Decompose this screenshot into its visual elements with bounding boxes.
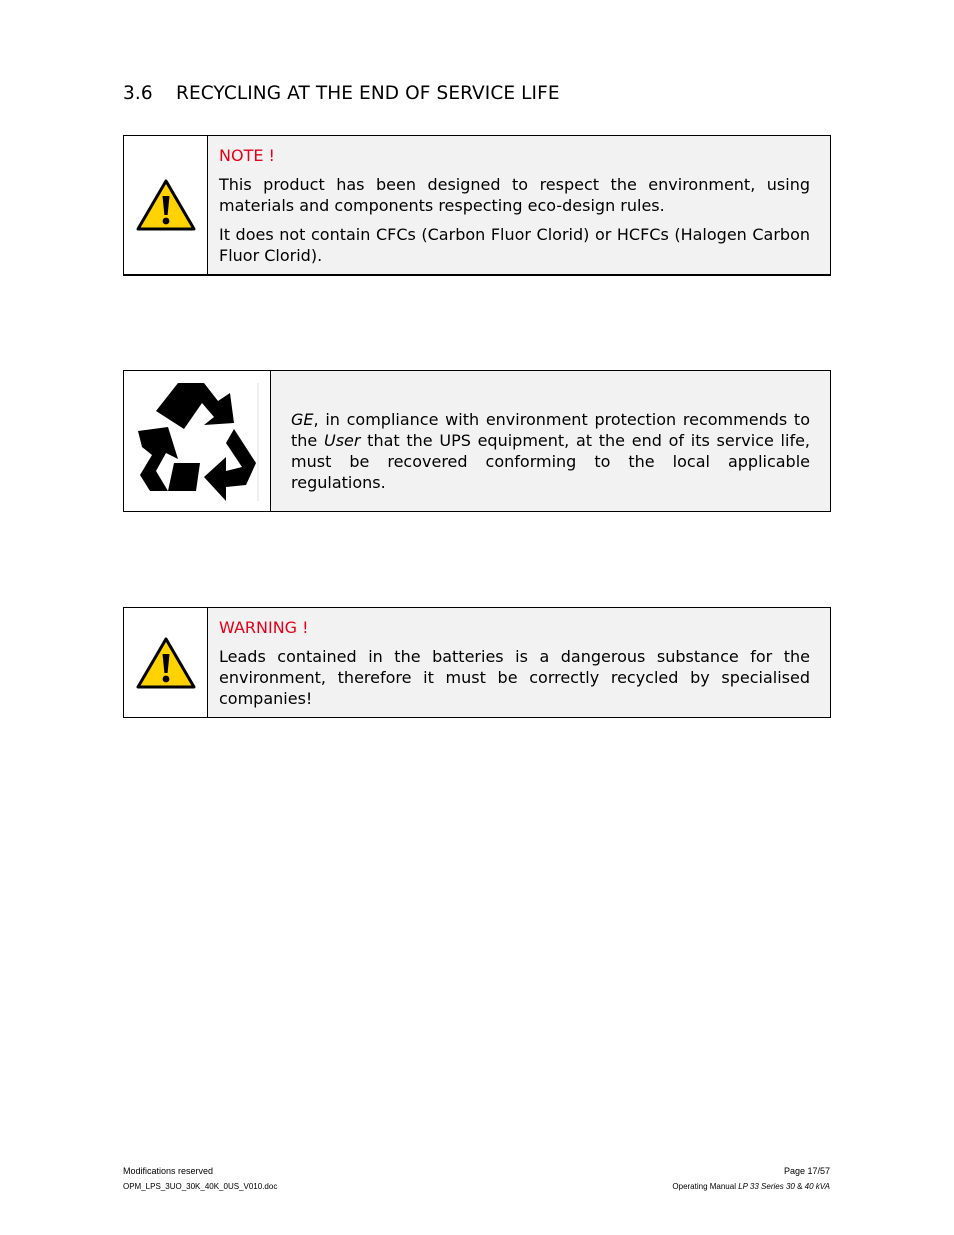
note-paragraph-1: This product has been designed to respect the environment, using materials and components respecting eco-design rules. [219,175,810,215]
note-label: NOTE ! [219,146,275,165]
warning-text: Leads contained in the batteries is a dangerous substance for the environment, therefore it must be correctly recycled by specialised companies! [219,647,810,708]
warning-triangle-icon [136,179,196,231]
recycle-icon-cell [124,371,271,511]
recycle-text-b: that the UPS equipment, at the end of its service life, must be recovered conforming to the local applicable regulations. [291,431,811,492]
note-box [123,135,831,276]
footer-manual-prefix: Operating Manual [672,1182,739,1191]
recycle-text-cell [271,371,830,511]
section-number: 3.6 [123,83,153,104]
footer-filename: OPM_LPS_3UO_30K_40K_0US_V010.doc [123,1182,278,1191]
note-paragraph-2: It does not contain CFCs (Carbon Fluor Clorid) or HCFCs (Halogen Carbon Fluor Clorid). [219,225,810,265]
footer-manual-series: LP 33 Series 30 [738,1182,795,1191]
section-title: RECYCLING AT THE END OF SERVICE LIFE [176,83,560,104]
note-icon-cell [124,136,208,274]
warning-text-cell [208,608,830,717]
section-heading [123,83,560,104]
footer-manual-title [672,1182,830,1191]
footer-page-number: Page 17/57 [783,1166,830,1176]
recycle-statement [291,409,810,493]
recycle-box [123,370,831,512]
user-term: User [323,431,361,450]
warning-icon-cell [124,608,208,717]
footer-manual-kva: 40 kVA [804,1182,830,1191]
footer-manual-amp: & [794,1182,805,1191]
company-name: GE [291,410,314,429]
footer-modifications: Modifications reserved [123,1166,214,1176]
warning-label: WARNING ! [219,618,309,637]
note-text-cell [208,136,830,274]
recycle-icon [134,379,260,503]
warning-box [123,607,831,718]
recycle-text-a: , in compliance with environment protection recommends to the [291,410,810,450]
warning-triangle-icon [136,637,196,689]
